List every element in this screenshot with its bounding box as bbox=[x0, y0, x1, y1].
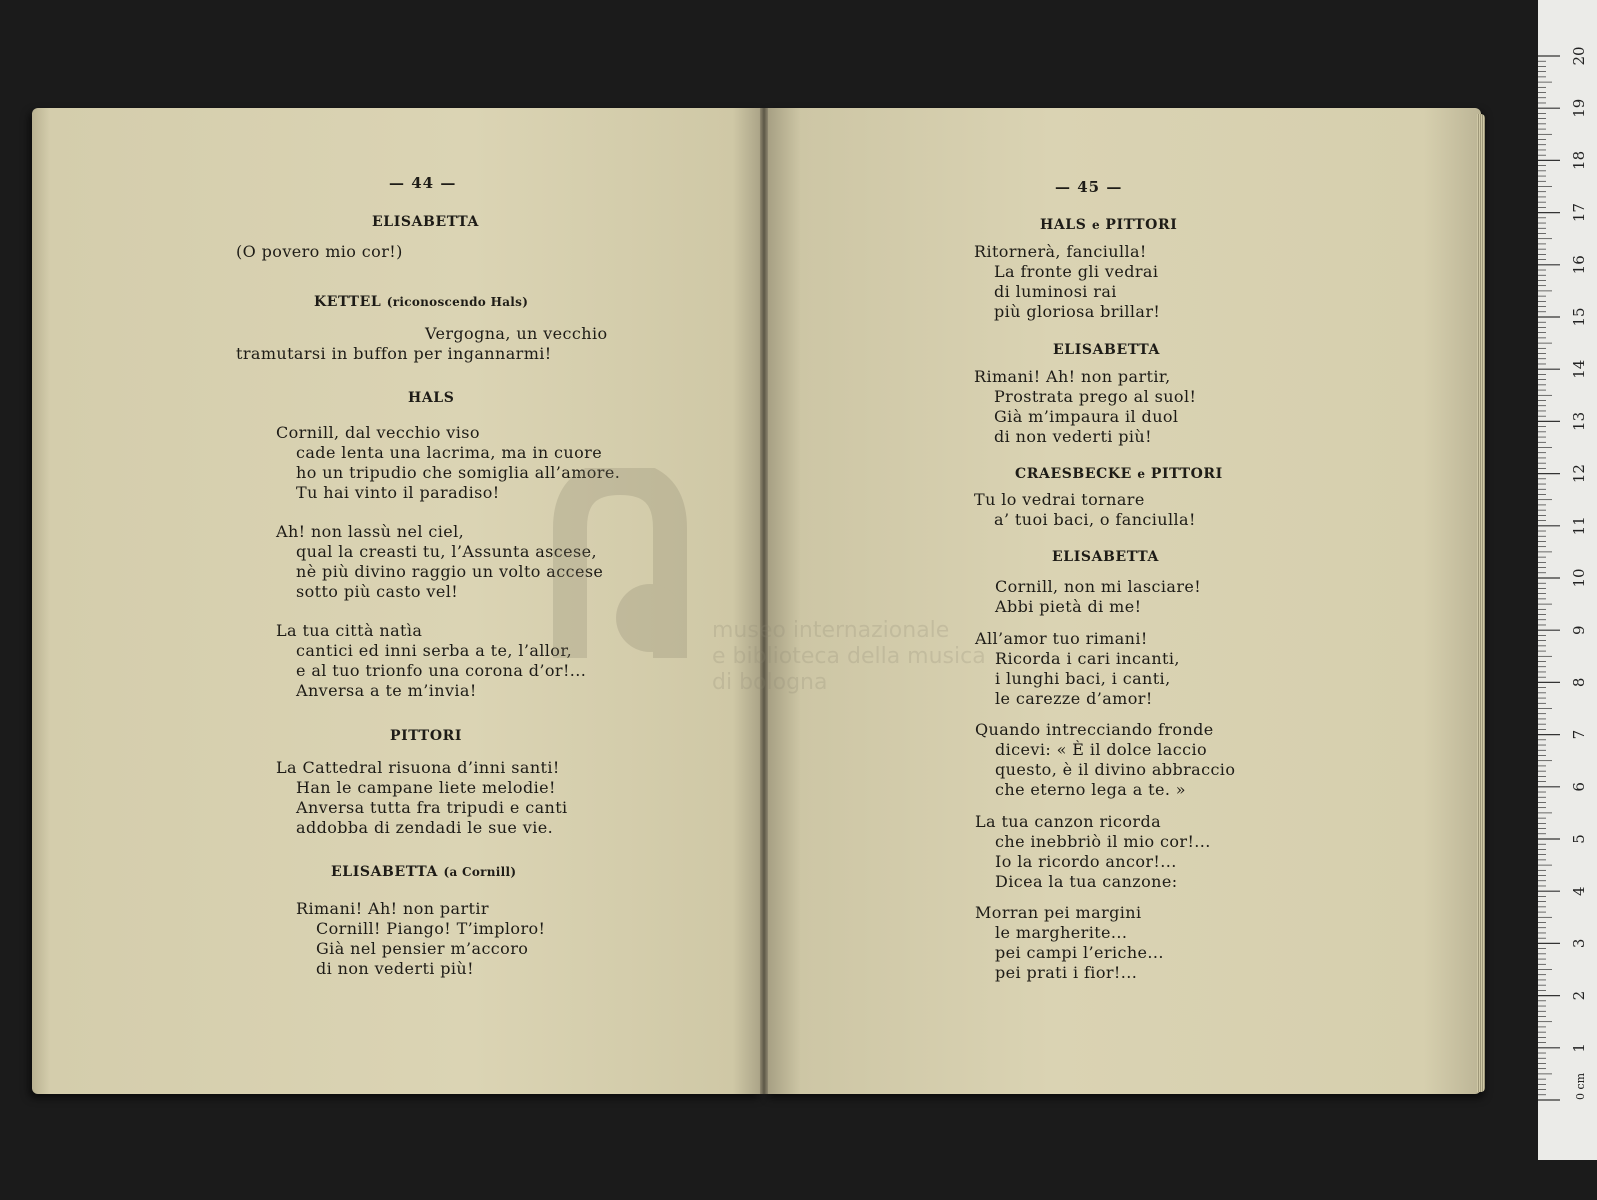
verse-line: Han le campane liete melodie! bbox=[296, 778, 556, 797]
verse-line: La tua città natìa bbox=[276, 621, 423, 640]
verse-line: Morran pei margini bbox=[975, 903, 1142, 922]
verse-line: cade lenta una lacrima, ma in cuore bbox=[296, 443, 603, 462]
conjunction: e bbox=[1091, 218, 1100, 232]
ruler-label: 16 bbox=[1570, 255, 1588, 275]
verse-line: i lunghi baci, i canti, bbox=[995, 669, 1171, 688]
verse-line: qual la creasti tu, l’Assunta ascese, bbox=[296, 542, 597, 561]
speaker-name: CRAESBECKE bbox=[1015, 466, 1132, 482]
page-number: — 44 — bbox=[389, 174, 457, 192]
verse-line: di luminosi rai bbox=[994, 282, 1117, 301]
verse-line: Ah! non lassù nel ciel, bbox=[276, 522, 465, 541]
speaker-name: PITTORI bbox=[1150, 466, 1223, 482]
speaker-heading bbox=[331, 864, 516, 880]
ruler-label: 2 bbox=[1570, 990, 1588, 1001]
speaker-heading: ELISABETTA bbox=[372, 214, 479, 230]
verse-line: Cornill, dal vecchio viso bbox=[276, 423, 480, 442]
verse-line: All’amor tuo rimani! bbox=[975, 629, 1148, 648]
verse-line: Vergogna, un vecchio bbox=[425, 324, 608, 343]
verse-line: Dicea la tua canzone: bbox=[995, 872, 1178, 891]
verse-line: di non vederti più! bbox=[994, 427, 1152, 446]
verse-line: Già m’impaura il duol bbox=[994, 407, 1179, 426]
speaker-heading bbox=[1015, 466, 1223, 482]
verse-line: Quando intrecciando fronde bbox=[975, 720, 1214, 739]
verse-line: pei prati i fior!... bbox=[995, 963, 1138, 982]
verse-line: Cornill! Piango! T’imploro! bbox=[316, 919, 546, 938]
speaker-heading: ELISABETTA bbox=[1053, 342, 1160, 358]
verse-line: addobba di zendadi le sue vie. bbox=[296, 818, 554, 837]
verse-line: pei campi l’eriche... bbox=[995, 943, 1164, 962]
ruler-label: 6 bbox=[1570, 782, 1588, 792]
verse-line: Prostrata prego al suol! bbox=[994, 387, 1197, 406]
verse-line: La fronte gli vedrai bbox=[994, 262, 1159, 281]
stage-direction: (a Cornill) bbox=[443, 865, 517, 879]
watermark-line: di bologna bbox=[712, 670, 828, 695]
speaker-heading: ELISABETTA bbox=[1052, 549, 1159, 565]
speaker-name: HALS bbox=[1040, 217, 1087, 233]
ruler-label: 10 bbox=[1570, 568, 1588, 588]
verse-line: tramutarsi in buffon per ingannarmi! bbox=[236, 344, 552, 363]
verse-line: cantici ed inni serba a te, l’allor, bbox=[296, 641, 573, 660]
stage-direction: (riconoscendo Hals) bbox=[386, 295, 529, 309]
ruler-label: 15 bbox=[1570, 307, 1588, 327]
ruler-label: 4 bbox=[1570, 886, 1588, 896]
ruler-label: 13 bbox=[1570, 411, 1588, 431]
verse-line: sotto più casto vel! bbox=[296, 582, 459, 601]
ruler-label: 8 bbox=[1570, 677, 1588, 688]
verse-line: La Cattedral risuona d’inni santi! bbox=[276, 758, 560, 777]
speaker-name: KETTEL bbox=[314, 294, 382, 310]
left-page bbox=[32, 108, 762, 1094]
ruler-label: 0 cm bbox=[1574, 1072, 1587, 1100]
ruler-label: 12 bbox=[1570, 464, 1588, 484]
right-page bbox=[765, 108, 1481, 1094]
watermark-line: e biblioteca della musica bbox=[712, 644, 986, 669]
verse-line: Ritornerà, fanciulla! bbox=[974, 242, 1147, 261]
verse-line: Anversa a te m’invia! bbox=[296, 681, 477, 700]
watermark-line: museo internazionale bbox=[712, 618, 950, 643]
page-edges bbox=[1477, 114, 1485, 1092]
speaker-heading bbox=[314, 294, 528, 310]
speaker-name: PITTORI bbox=[1105, 217, 1178, 233]
ruler-label: 14 bbox=[1570, 359, 1588, 379]
verse-line: Abbi pietà di me! bbox=[995, 597, 1142, 616]
verse-line: Io la ricordo ancor!... bbox=[995, 852, 1177, 871]
verse-line: di non vederti più! bbox=[316, 959, 474, 978]
open-booklet bbox=[32, 108, 1484, 1104]
speaker-heading bbox=[1040, 217, 1177, 233]
ruler-label: 9 bbox=[1570, 625, 1588, 635]
verse-line: a’ tuoi baci, o fanciulla! bbox=[994, 510, 1196, 529]
speaker-heading: PITTORI bbox=[390, 728, 462, 744]
verse-line: Ricorda i cari incanti, bbox=[995, 649, 1180, 668]
speaker-heading: HALS bbox=[408, 390, 455, 406]
conjunction: e bbox=[1137, 467, 1146, 481]
ruler-label: 19 bbox=[1570, 98, 1588, 118]
ruler-label: 18 bbox=[1570, 150, 1588, 170]
book-gutter bbox=[760, 108, 768, 1094]
verse-line: dicevi: « È il dolce laccio bbox=[995, 740, 1208, 759]
ruler-label: 3 bbox=[1570, 938, 1588, 949]
verse-line: ho un tripudio che somiglia all’amore. bbox=[296, 463, 621, 482]
verse-line: Tu hai vinto il paradiso! bbox=[296, 483, 500, 502]
verse-line: più gloriosa brillar! bbox=[994, 302, 1161, 321]
verse-line: (O povero mio cor!) bbox=[236, 242, 403, 261]
verse-line: che inebbriò il mio cor!... bbox=[995, 832, 1211, 851]
speaker-name: ELISABETTA bbox=[331, 864, 438, 880]
ruler-label: 20 bbox=[1570, 46, 1588, 66]
verse-line: Tu lo vedrai tornare bbox=[974, 490, 1145, 509]
verse-line: Rimani! Ah! non partir bbox=[296, 899, 489, 918]
verse-line: che eterno lega a te. » bbox=[995, 780, 1186, 799]
verse-line: le margherite... bbox=[995, 923, 1128, 942]
verse-line: Cornill, non mi lasciare! bbox=[995, 577, 1202, 596]
verse-line: Già nel pensier m’accoro bbox=[316, 939, 529, 958]
verse-line: nè più divino raggio un volto accese bbox=[296, 562, 604, 581]
verse-line: le carezze d’amor! bbox=[995, 689, 1153, 708]
verse-line: Rimani! Ah! non partir, bbox=[974, 367, 1171, 386]
ruler-label: 7 bbox=[1570, 729, 1588, 740]
verse-line: Anversa tutta fra tripudi e canti bbox=[296, 798, 568, 817]
ruler-label: 1 bbox=[1570, 1043, 1588, 1053]
ruler-label: 17 bbox=[1570, 203, 1588, 223]
verse-line: e al tuo trionfo una corona d’or!... bbox=[296, 661, 587, 680]
verse-line: questo, è il divino abbraccio bbox=[995, 760, 1236, 779]
ruler-scale bbox=[1538, 0, 1597, 1160]
ruler-label: 11 bbox=[1570, 516, 1588, 536]
measurement-ruler bbox=[1538, 0, 1597, 1160]
page-number: — 45 — bbox=[1055, 178, 1123, 196]
verse-line: La tua canzon ricorda bbox=[975, 812, 1162, 831]
ruler-label: 5 bbox=[1570, 834, 1588, 844]
